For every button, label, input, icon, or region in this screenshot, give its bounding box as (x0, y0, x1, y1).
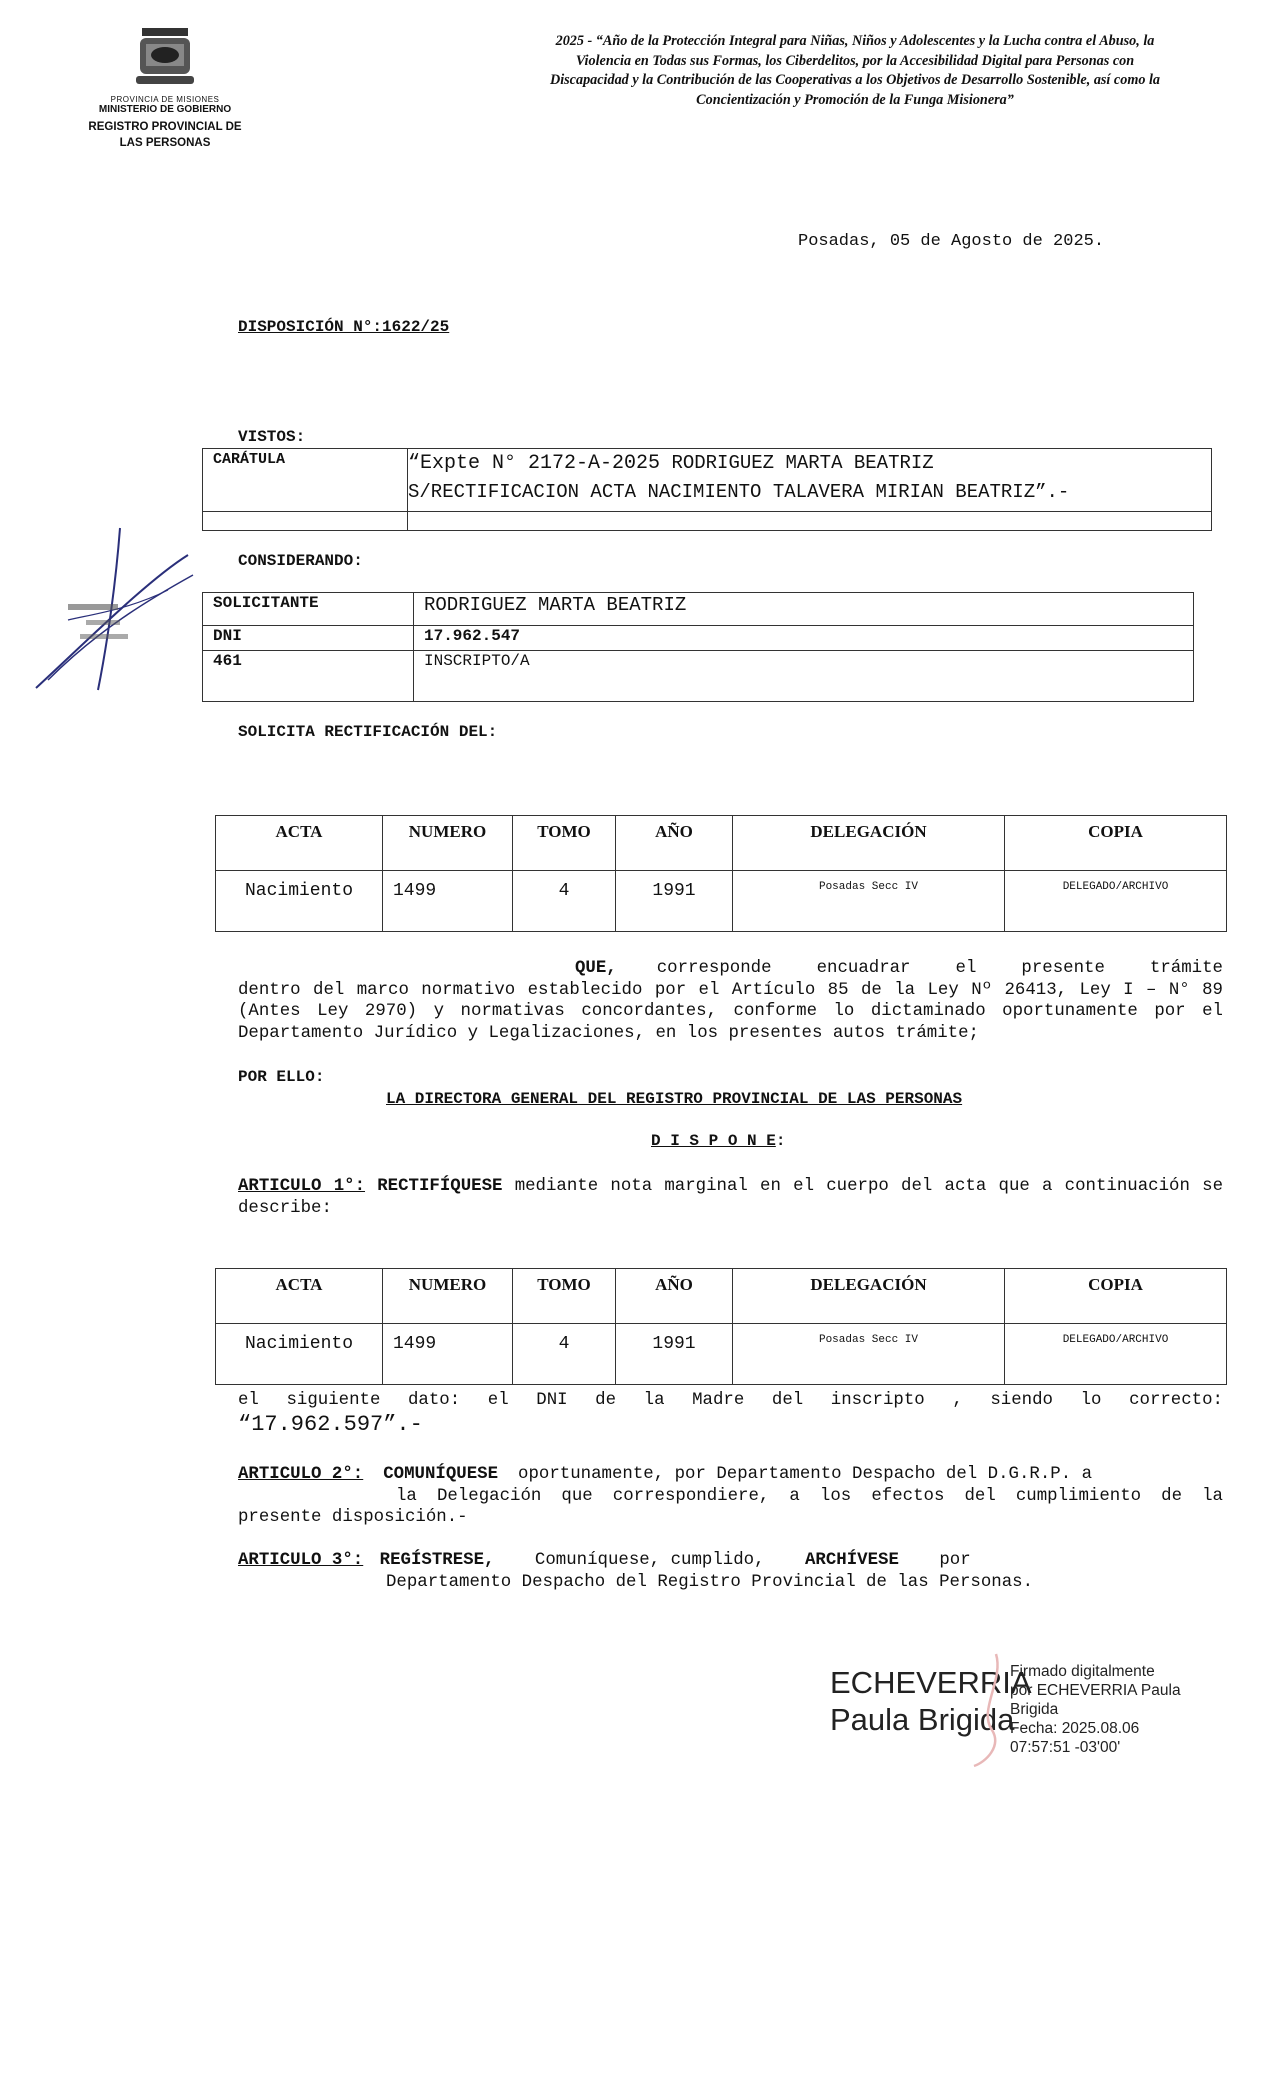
applicant-label: SOLICITANTE (203, 593, 414, 626)
dispone-heading (651, 1132, 785, 1150)
articulo-1-text: mediante nota marginal en el cuerpo del acta que a continuación se describe: (238, 1177, 1224, 1218)
articulo-2-text-2: la Delegación que correspondiere, a los efectos del cumplimiento de la (396, 1486, 1223, 1506)
caratula-name: RODRIGUEZ MARTA BEATRIZ (660, 452, 934, 474)
caratula-expte: “Expte N° 2172-A-2025 (408, 452, 661, 475)
col-header-copia: COPIA (1005, 816, 1227, 871)
col-header-numero: NUMERO (383, 1269, 513, 1324)
dni-value: 17.962.547 (414, 626, 1194, 651)
registry-line-2: LAS PERSONAS (119, 137, 211, 149)
considerando-label: CONSIDERANDO: (238, 552, 363, 570)
articulo-1-verb: RECTIFÍQUESE (377, 1177, 503, 1196)
que-lead: QUE, (575, 959, 617, 978)
registration-code: 461 (203, 651, 414, 702)
articulo-2-label: ARTICULO 2°: (238, 1465, 364, 1484)
articulo-3-text-1: Comuníquese, cumplido, (534, 1551, 765, 1570)
articulo-2 (238, 1464, 1223, 1529)
applicant-table (202, 592, 1194, 702)
col-header-tomo: TOMO (513, 1269, 616, 1324)
signer-surname: ECHEVERRIA (830, 1665, 1032, 1700)
cell-anio: 1991 (616, 1324, 733, 1385)
vistos-label: VISTOS: (238, 428, 306, 446)
col-header-delegacion: DELEGACIÓN (733, 816, 1005, 871)
articulo-3-line-1 (238, 1550, 1223, 1572)
digital-signature-meta (1010, 1662, 1200, 1757)
articulo-3-verb-1: REGÍSTRESE, (379, 1551, 495, 1570)
date-line: Posadas, 05 de Agosto de 2025. (798, 232, 1105, 251)
signed-digitally-line: Firmado digitalmente (1010, 1663, 1155, 1680)
dispone-text: D I S P O N E (651, 1132, 776, 1150)
articulo-3 (238, 1550, 1223, 1593)
directora-heading: LA DIRECTORA GENERAL DEL REGISTRO PROVINCIAL DE LAS PERSONAS (386, 1090, 963, 1108)
signed-time-line: 07:57:51 -03'00' (1010, 1739, 1121, 1756)
articulo-2-text-1: oportunamente, por Departamento Despacho del D.G.R.P. a (518, 1465, 1093, 1484)
dato-value: “17.962.597”.- (238, 1412, 423, 1437)
articulo-1 (238, 1176, 1223, 1219)
signed-date-line: Fecha: 2025.08.06 (1010, 1720, 1140, 1737)
provincial-crest-icon (130, 24, 200, 88)
caratula-table (202, 448, 1212, 531)
signed-by-line: por ECHEVERRIA Paula (1010, 1682, 1181, 1699)
cell-acta: Nacimiento (216, 1324, 383, 1385)
que-text-2: dentro del marco normativo establecido por el Artículo 85 de la Ley Nº 26413, Ley I – N° 89 (Antes Ley 2970) y normativas concordantes, conforme lo dictaminado oportunamente por el Departamento Jurídico y Legalizaciones, en los presentes autos trámite; (238, 980, 1223, 1043)
cell-anio: 1991 (616, 871, 733, 932)
cell-delegacion: Posadas Secc IV (733, 871, 1005, 932)
cell-acta: Nacimiento (216, 871, 383, 932)
applicant-value: RODRIGUEZ MARTA BEATRIZ (414, 593, 1194, 626)
signed-by-line-2: Brigida (1010, 1701, 1059, 1718)
col-header-delegacion: DELEGACIÓN (733, 1269, 1005, 1324)
por-ello-label: POR ELLO: (238, 1068, 325, 1086)
cell-copia: DELEGADO/ARCHIVO (1005, 871, 1227, 932)
caratula-subject: S/RECTIFICACION ACTA NACIMIENTO TALAVERA MIRIAN BEATRIZ”.- (408, 481, 1070, 503)
signer-given-names: Paula Brigida (830, 1702, 1015, 1737)
handwritten-signature-stamp (28, 520, 198, 700)
col-header-tomo: TOMO (513, 816, 616, 871)
cell-copia: DELEGADO/ARCHIVO (1005, 1324, 1227, 1385)
col-header-copia: COPIA (1005, 1269, 1227, 1324)
caratula-label: CARÁTULA (203, 449, 408, 512)
dato-line: el siguiente dato: el DNI de la Madre del inscripto , siendo lo correcto: (238, 1391, 1223, 1410)
que-paragraph (238, 958, 1223, 1044)
que-text-1: corresponde encuadrar el presente trámite (656, 959, 1223, 978)
caratula-empty-cell (408, 512, 1212, 531)
articulo-3-text-2: por (939, 1551, 971, 1570)
request-label: SOLICITA RECTIFICACIÓN DEL: (238, 723, 498, 741)
province-line: PROVINCIA DE MISIONES (110, 95, 220, 104)
disposition-number: DISPOSICIÓN N°:1622/25 (238, 318, 450, 336)
col-header-numero: NUMERO (383, 816, 513, 871)
col-header-acta: ACTA (216, 1269, 383, 1324)
articulo-3-text-3: Departamento Despacho del Registro Provincial de las Personas. (386, 1572, 1034, 1592)
cell-delegacion: Posadas Secc IV (733, 1324, 1005, 1385)
articulo-2-line-1 (238, 1464, 1223, 1486)
col-header-anio: AÑO (616, 1269, 733, 1324)
articulo-2-text-3: presente disposición.- (238, 1508, 468, 1527)
articulo-3-verb-2: ARCHÍVESE (804, 1551, 899, 1570)
ministry-name: MINISTERIO DE GOBIERNO (98, 104, 232, 115)
col-header-acta: ACTA (216, 816, 383, 871)
acta-table-request (215, 815, 1227, 932)
col-header-anio: AÑO (616, 816, 733, 871)
articulo-2-verb: COMUNÍQUESE (383, 1465, 499, 1484)
articulo-3-label: ARTICULO 3°: (238, 1551, 364, 1570)
year-motto: 2025 - “Año de la Protección Integral para Niñas, Niños y Adolescentes y la Lucha contra el Abuso, la Violencia en Todas sus Formas, los Ciberdelitos, por la Accesibilidad Digital para Personas con Discapacidad y la Contribución de las Cooperativas a los Objetivos de Desarrollo Sostenible, así como la Concientización y Promoción de la Funga Misionera” (549, 33, 1161, 108)
acta-table-rectification (215, 1268, 1227, 1385)
articulo-1-label: ARTICULO 1°: (238, 1177, 366, 1196)
cell-tomo: 4 (513, 871, 616, 932)
registry-line-1: REGISTRO PROVINCIAL DE (88, 121, 242, 133)
caratula-value (408, 449, 1212, 512)
que-first-line (238, 958, 1223, 980)
dni-label: DNI (203, 626, 414, 651)
cell-tomo: 4 (513, 1324, 616, 1385)
cell-numero: 1499 (383, 1324, 513, 1385)
dispone-colon: : (775, 1132, 786, 1150)
signature-flourish-icon (968, 1650, 1008, 1770)
header-logo-block (60, 24, 270, 151)
registration-status: INSCRIPTO/A (414, 651, 1194, 702)
cell-numero: 1499 (383, 871, 513, 932)
caratula-empty-cell (203, 512, 408, 531)
